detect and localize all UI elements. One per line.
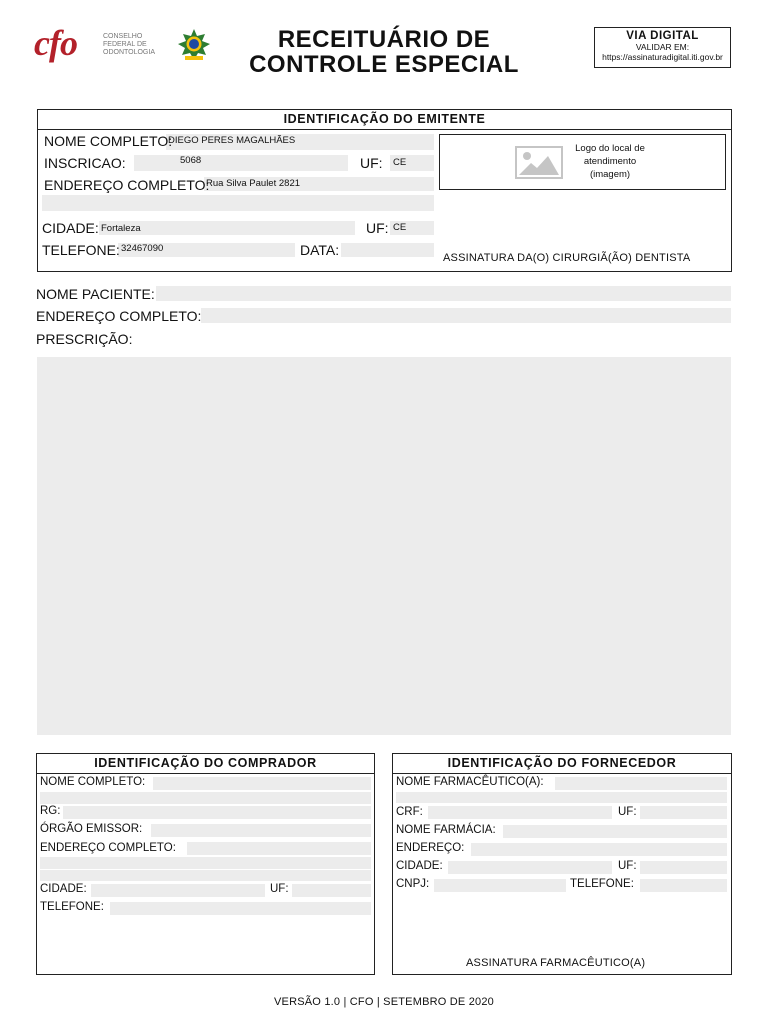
fornecedor-title: IDENTIFICAÇÃO DO FORNECEDOR: [393, 754, 731, 774]
brazil-coat-of-arms-icon: [175, 28, 213, 64]
comprador-endereco-input[interactable]: [187, 842, 371, 855]
comprador-nome-input[interactable]: [153, 777, 371, 790]
fornecedor-telefone-label: TELEFONE:: [570, 878, 634, 890]
prescricao-textarea[interactable]: [37, 357, 731, 735]
paciente-endereco-label: ENDEREÇO COMPLETO:: [36, 308, 202, 324]
paciente-nome-input[interactable]: [156, 286, 731, 301]
fornecedor-farmaceutico-label: NOME FARMACÊUTICO(A):: [396, 776, 544, 788]
comprador-telefone-label: TELEFONE:: [40, 901, 104, 913]
comprador-orgao-input[interactable]: [151, 824, 371, 837]
comprador-rg-label: RG:: [40, 805, 61, 817]
comprador-endereco-input-2[interactable]: [40, 857, 371, 869]
emitente-data-input[interactable]: [341, 243, 434, 257]
fornecedor-farmacia-label: NOME FARMÁCIA:: [396, 824, 496, 836]
via-digital-subtitle: VALIDAR EM:: [635, 42, 690, 52]
comprador-nome-input-2[interactable]: [40, 792, 371, 804]
inscricao-field-bg: [134, 155, 348, 171]
fornecedor-farmacia-input[interactable]: [503, 825, 727, 838]
cfo-logo-mark: cfo: [34, 23, 77, 63]
endereco-field-bg-2: [42, 195, 434, 211]
fornecedor-crf-label: CRF:: [396, 806, 423, 818]
paciente-nome-label: NOME PACIENTE:: [36, 286, 155, 302]
fornecedor-crf-input[interactable]: [428, 806, 612, 819]
logo-placeholder[interactable]: [439, 134, 726, 190]
emitente-telefone-input[interactable]: 32467090: [121, 243, 164, 254]
comprador-endereco-input-3[interactable]: [40, 870, 371, 881]
emitente-data-label: DATA:: [300, 242, 340, 258]
title-line-1: RECEITUÁRIO DE: [277, 26, 491, 53]
prescricao-label: PRESCRIÇÃO:: [36, 331, 133, 347]
farmaceutico-signature-label: ASSINATURA FARMACÊUTICO(A): [466, 957, 646, 969]
dentista-signature-label: ASSINATURA DA(O) CIRURGIÃ(ÃO) DENTISTA: [443, 252, 691, 264]
emitente-uf2-label: UF:: [366, 220, 389, 236]
image-icon: [515, 146, 563, 184]
emitente-uf-input[interactable]: CE: [393, 157, 407, 168]
comprador-orgao-label: ÓRGÃO EMISSOR:: [40, 823, 143, 835]
emitente-endereco-input[interactable]: Rua Silva Paulet 2821: [206, 178, 301, 189]
emitente-cidade-label: CIDADE:: [42, 220, 99, 236]
logo-placeholder-text: Logo do local de atendimento (imagem): [575, 143, 645, 180]
emitente-title: IDENTIFICAÇÃO DO EMITENTE: [38, 110, 731, 130]
via-digital-box: [594, 27, 731, 68]
cfo-logo-text: CONSELHO FEDERAL DE ODONTOLOGIA: [103, 33, 155, 56]
via-digital-url[interactable]: https://assinaturadigital.iti.gov.br: [602, 52, 723, 62]
emitente-uf-label: UF:: [360, 155, 383, 171]
fornecedor-farmaceutico-input[interactable]: [555, 777, 727, 790]
document-title: [214, 27, 554, 77]
fornecedor-telefone-input[interactable]: [640, 879, 727, 892]
fornecedor-endereco-label: ENDEREÇO:: [396, 842, 465, 854]
comprador-endereco-label: ENDEREÇO COMPLETO:: [40, 842, 176, 854]
fornecedor-cidade-input[interactable]: [448, 861, 612, 874]
comprador-title: IDENTIFICAÇÃO DO COMPRADOR: [37, 754, 374, 774]
emitente-telefone-label: TELEFONE:: [42, 242, 120, 258]
fornecedor-uf-label: UF:: [618, 806, 637, 818]
emitente-nome-input[interactable]: DIEGO PERES MAGALHÃES: [168, 135, 296, 146]
fornecedor-uf-input[interactable]: [640, 806, 727, 819]
emitente-inscricao-label: INSCRICAO:: [44, 155, 126, 171]
comprador-nome-label: NOME COMPLETO:: [40, 776, 146, 788]
fornecedor-uf2-label: UF:: [618, 860, 637, 872]
emitente-nome-label: NOME COMPLETO:: [44, 133, 173, 149]
title-line-2: CONTROLE ESPECIAL: [249, 51, 519, 78]
fornecedor-farmaceutico-input-2[interactable]: [396, 792, 727, 803]
fornecedor-endereco-input[interactable]: [471, 843, 727, 856]
fornecedor-cidade-label: CIDADE:: [396, 860, 443, 872]
fornecedor-cnpj-input[interactable]: [434, 879, 566, 892]
comprador-uf-label: UF:: [270, 883, 289, 895]
paciente-endereco-input[interactable]: [201, 308, 731, 323]
emitente-cidade-input[interactable]: Fortaleza: [101, 223, 141, 234]
cfo-logo: [34, 23, 164, 66]
comprador-cidade-label: CIDADE:: [40, 883, 87, 895]
fornecedor-cnpj-label: CNPJ:: [396, 878, 430, 890]
via-digital-title: VIA DIGITAL: [626, 30, 699, 42]
emitente-inscricao-input[interactable]: 5068: [180, 155, 202, 166]
emitente-uf2-input[interactable]: CE: [393, 222, 407, 233]
comprador-cidade-input[interactable]: [91, 884, 265, 897]
comprador-telefone-input[interactable]: [110, 902, 371, 915]
fornecedor-uf2-input[interactable]: [640, 861, 727, 874]
emitente-endereco-label: ENDEREÇO COMPLETO:: [44, 177, 210, 193]
footer-version: VERSÃO 1.0 | CFO | SETEMBRO DE 2020: [274, 996, 494, 1008]
comprador-uf-input[interactable]: [292, 884, 371, 897]
comprador-rg-input[interactable]: [63, 806, 371, 819]
